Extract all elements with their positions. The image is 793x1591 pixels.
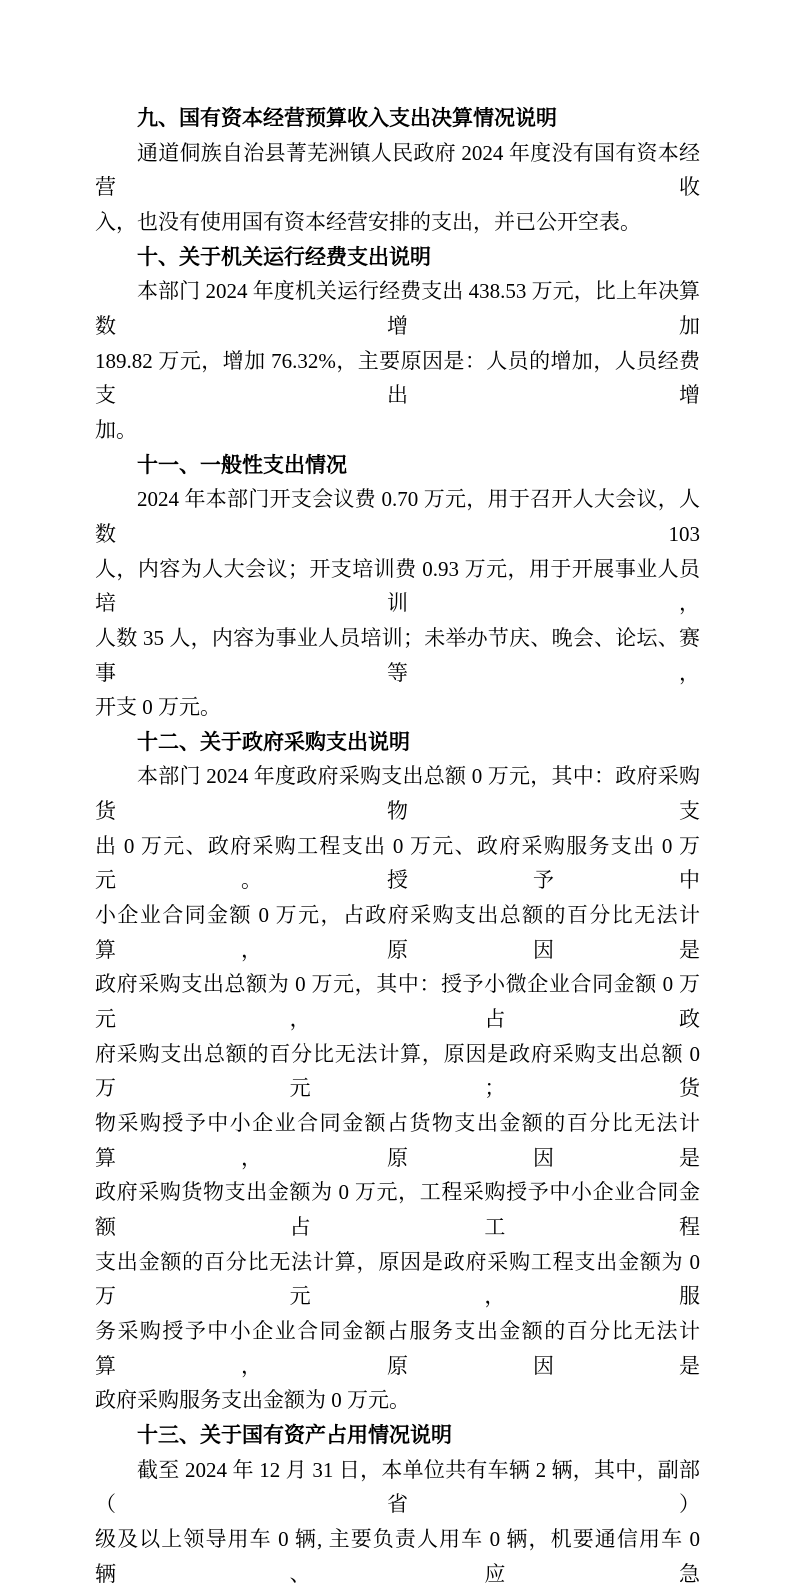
paragraph-line: 府采购支出总额的百分比无法计算，原因是政府采购支出总额 0 万元；货 [95,1041,700,1101]
paragraph-line: 务采购授予中小企业合同金额占服务支出金额的百分比无法计算，原因是 [95,1318,700,1378]
section-heading-4: 十二、关于政府采购支出说明 [137,729,410,754]
section-heading-2: 十、关于机关运行经费支出说明 [137,244,431,269]
paragraph-line: 加。 [95,417,137,442]
paragraph-line: 政府采购货物支出金额为 0 万元，工程采购授予中小企业合同金额占工程 [95,1180,700,1239]
paragraph-line: 本部门 2024 年度政府采购支出总额 0 万元，其中：政府采购货物支 [95,764,700,824]
paragraph-line: 物采购授予中小企业合同金额占货物支出金额的百分比无法计算，原因是 [95,1111,700,1170]
section-heading-1: 九、国有资本经营预算收入支出决算情况说明 [137,106,557,130]
paragraph-line: 人数 35 人，内容为事业人员培训；未举办节庆、晚会、论坛、赛事等， [95,625,700,685]
paragraph-line: 截至 2024 年 12 月 31 日，本单位共有车辆 2 辆，其中，副部（省） [95,1457,700,1517]
section-heading-5: 十三、关于国有资产占用情况说明 [137,1422,452,1447]
paragraph-line: 本部门 2024 年度机关运行经费支出 438.53 万元，比上年决算数增加 [95,279,700,338]
paragraph-line: 人，内容为人大会议；开支培训费 0.93 万元，用于开展事业人员培训， [95,556,700,616]
paragraph-line: 2024 年本部门开支会议费 0.70 万元，用于召开人大会议，人数 103 [95,487,700,546]
paragraph-line: 出 0 万元、政府采购工程支出 0 万元、政府采购服务支出 0 万元。授予中 [95,833,700,893]
paragraph-line: 小企业合同金额 0 万元，占政府采购支出总额的百分比无法计算，原因是 [95,903,700,962]
paragraph-line: 开支 0 万元。 [95,695,221,720]
paragraph-line: 级及以上领导用车 0 辆, 主要负责人用车 0 辆，机要通信用车 0 辆、应急 [95,1526,700,1586]
paragraph-line: 政府采购服务支出金额为 0 万元。 [95,1388,410,1413]
paragraph-line: 支出金额的百分比无法计算，原因是政府采购工程支出金额为 0 万元，服 [95,1249,700,1309]
paragraph-line: 通道侗族自治县菁芜洲镇人民政府 2024 年度没有国有资本经营收 [95,140,700,200]
paragraph-line: 入，也没有使用国有资本经营安排的支出，并已公开空表。 [95,209,641,234]
section-heading-3: 十一、一般性支出情况 [137,452,347,477]
document-body [95,101,700,1591]
paragraph-line: 政府采购支出总额为 0 万元，其中：授予小微企业合同金额 0 万元，占政 [95,972,700,1032]
paragraph-line: 189.82 万元，增加 76.32%，主要原因是：人员的增加，人员经费支出增 [95,348,700,408]
